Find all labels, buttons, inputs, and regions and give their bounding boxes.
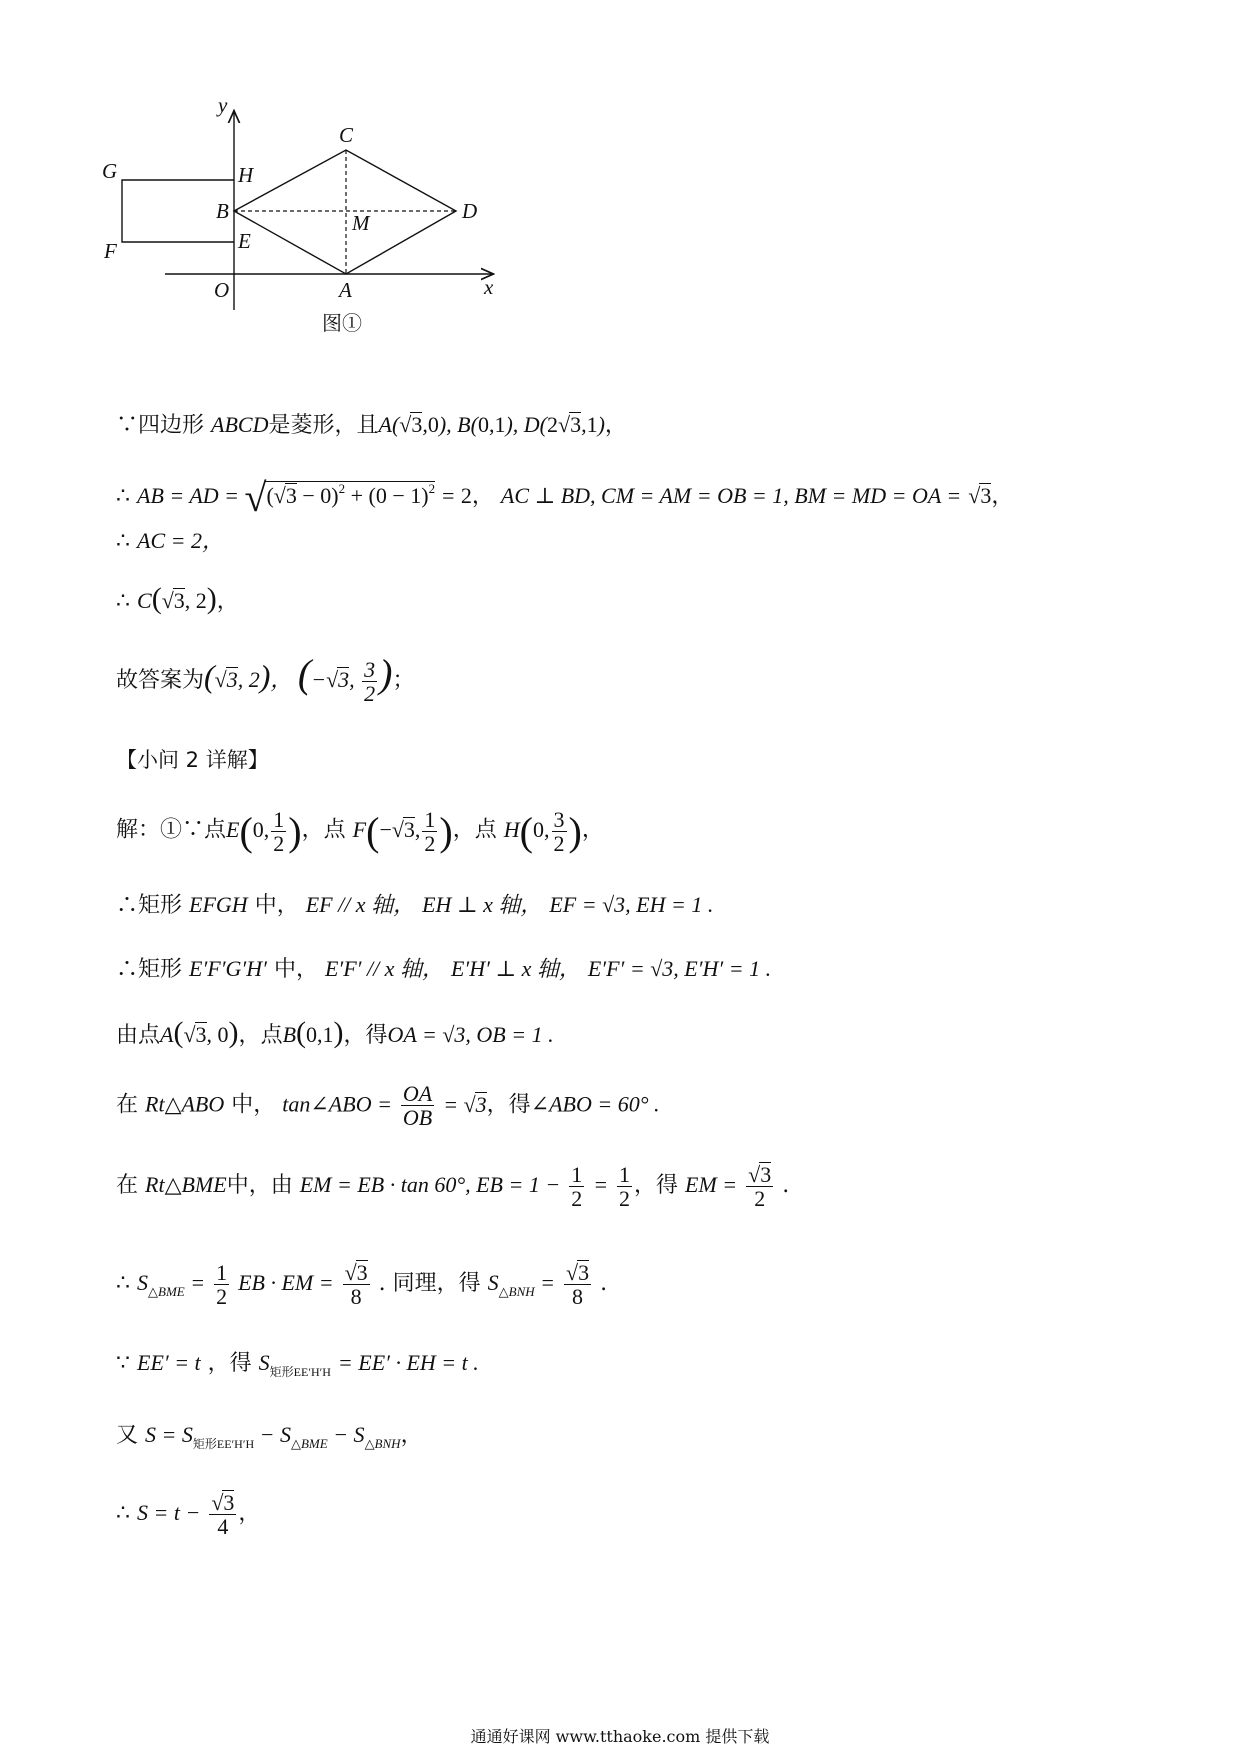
label-b: B bbox=[216, 199, 229, 223]
line-rhombus-given: ∵四边形 ABCD是菱形，且A(√3,0), B(0,1), D(2√3,1)， bbox=[116, 412, 627, 438]
expr-em-eb: EM = EB · tan 60°, EB = 1 − bbox=[299, 1172, 561, 1198]
figure-caption: 图① bbox=[322, 313, 362, 335]
line-ac bbox=[116, 530, 224, 553]
text-rt-bme: Rt△BME bbox=[145, 1172, 227, 1198]
text-abcd: ABCD bbox=[211, 412, 269, 437]
answer-values: (√3, 2)， (−√3, $\frac{3}{2}$ ) bbox=[204, 651, 393, 707]
expr-angle-abo: ∠ABO = 60° . bbox=[530, 1091, 660, 1117]
expr-ef-prime-parallel: E′F′ // x 轴， bbox=[324, 956, 444, 981]
expr-rect-area: = EE′ · EH = t . bbox=[337, 1350, 479, 1375]
text-get: ，得 bbox=[486, 1092, 531, 1118]
text-quadrilateral: 四边形 bbox=[138, 413, 205, 438]
section-heading: 【小问 2 详解】 bbox=[116, 748, 269, 772]
therefore-symbol: ∴ bbox=[116, 589, 130, 614]
text-point: 点 bbox=[260, 1023, 283, 1048]
line-rect-efgh bbox=[116, 894, 713, 917]
solution-prefix: 解：①∵点 bbox=[116, 817, 227, 843]
line-oa-ob: 由点A(√3, 0)，点B(0,1)，得OA = √3, OB = 1 . bbox=[116, 1016, 554, 1049]
coords-c: C(√3, 2) bbox=[137, 582, 217, 615]
expr-eh-prime-perp: E′H′ ⊥ x 轴， bbox=[450, 956, 581, 981]
page-footer: 通通好课网 www.tthaoke.com 提供下载 bbox=[470, 1727, 770, 1746]
coords-b: B(0,1) bbox=[282, 1016, 344, 1049]
subscript-bme: △BME bbox=[148, 1284, 185, 1300]
fraction-sqrt3-8: $\frac{√3}{8}$ bbox=[566, 1260, 590, 1310]
fraction-half: $\frac{1}{2}$ bbox=[216, 1259, 228, 1309]
answer-prefix: 故答案为 bbox=[116, 668, 205, 693]
therefore-symbol: ∴ bbox=[116, 893, 139, 918]
therefore-symbol: ∴ bbox=[116, 1501, 130, 1527]
text-similarly: 同理，得 bbox=[392, 1271, 481, 1297]
subscript-bnh: △BNH bbox=[498, 1284, 535, 1300]
text-in: 在 bbox=[116, 1173, 139, 1199]
expr-tan-abo: tan∠ABO = bbox=[282, 1091, 392, 1117]
subscript-rect: 矩形EE′H′H bbox=[192, 1437, 255, 1451]
expr-eh-perp: EH ⊥ x 轴， bbox=[422, 892, 543, 917]
text-point: 点 bbox=[323, 817, 346, 843]
fraction-half: $\frac{1}{2}$ bbox=[571, 1161, 583, 1211]
rhombus-rectangle-diagram bbox=[102, 93, 570, 378]
therefore-symbol: ∴ bbox=[116, 1271, 130, 1297]
expr-s-result: S = t − bbox=[137, 1500, 201, 1526]
line-tan-abo: 在 Rt△ABO 中， tan∠ABO = $\frac{OA}{OB}$ = √3，得∠ABO = 60° . bbox=[116, 1081, 660, 1131]
text-efgh-prime: E′F′G′H′ bbox=[189, 956, 267, 981]
subscript-bme: △BME bbox=[290, 1436, 328, 1451]
fraction-sqrt3-4: $\frac{√3}{4}$ bbox=[211, 1490, 235, 1540]
label-m: M bbox=[352, 211, 370, 235]
expr-ee-t: EE′ = t bbox=[137, 1350, 201, 1375]
line-em: 在 Rt△BME中，由 EM = EB · tan 60°, EB = 1 − $\frac{1}{2}$ = $\frac{1}{2}$ ，得 EM = $\frac{√3}{2}$ . bbox=[116, 1161, 790, 1212]
because-symbol: ∵ bbox=[116, 1351, 130, 1376]
therefore-symbol: ∴ bbox=[116, 957, 139, 982]
coords-e: E(0, $\frac{1}{2}$ ) bbox=[226, 807, 302, 857]
line-c-coords: ∴ C(√3, 2)， bbox=[116, 582, 239, 615]
line-area-bme: ∴ $S_{\triangle BME}$ = $\frac{1}{2}$ EB · EM = $\frac{√3}{8}$ . 同理，得 $S_{\triangle BNH}$ = $\frac{√3}{8}$ . bbox=[116, 1259, 608, 1310]
coords-f: F(−√3, $\frac{1}{2}$ ) bbox=[352, 807, 453, 857]
expr-ef-eh: EF = √3, EH = 1 . bbox=[549, 892, 714, 917]
therefore-symbol: ∴ bbox=[116, 529, 130, 554]
label-f: F bbox=[104, 239, 117, 263]
rhombus-abcd bbox=[234, 150, 456, 274]
fraction-sqrt3-2: $\frac{√3}{2}$ bbox=[748, 1162, 772, 1212]
line-s-def: 又 $S = S_{矩形EE'H'H} - S_{\triangle BME} - S_{\triangle BNH}$， bbox=[116, 1422, 423, 1451]
label-a: A bbox=[339, 278, 352, 302]
label-d: D bbox=[462, 199, 478, 223]
text-middle: 中， bbox=[231, 1092, 276, 1118]
therefore-symbol: ∴ bbox=[116, 484, 130, 510]
text-rt-abo: Rt△ABO bbox=[145, 1091, 225, 1117]
coords-abd: A(√3,0), B(0,1), D(2√3,1) bbox=[378, 412, 605, 437]
text-get: ，得 bbox=[343, 1023, 388, 1048]
label-g: G bbox=[102, 159, 118, 183]
text-also: 又 bbox=[116, 1423, 139, 1448]
expr-ef-eh-prime: E′F′ = √3, E′H′ = 1 . bbox=[587, 956, 772, 981]
text-from: 中，由 bbox=[226, 1173, 293, 1199]
text-by-point: 由点 bbox=[116, 1023, 161, 1048]
expr-ac: AC = 2， bbox=[137, 528, 224, 553]
subscript-bnh: △BNH bbox=[364, 1436, 401, 1451]
line-rect-efgh-prime bbox=[116, 958, 771, 981]
text-in: 中， bbox=[273, 957, 318, 982]
text-rectangle: 矩形 bbox=[138, 893, 183, 918]
subscript-rect: 矩形EE′H′H bbox=[269, 1365, 331, 1379]
text-in: 中， bbox=[254, 893, 299, 918]
because-symbol: ∵ bbox=[116, 413, 139, 438]
coords-h: H(0, $\frac{3}{2}$ ) bbox=[503, 807, 582, 857]
line-rect-area: ∵ EE′ = t ，得 $S_{矩形EE'H'H} = EE'$ · EH = t . bbox=[116, 1350, 479, 1379]
expr-perp-lengths: AC ⊥ BD, CM = AM = OB = 1, BM = MD = OA = bbox=[500, 483, 962, 509]
label-y: y bbox=[218, 93, 228, 117]
text-is-rhombus: 是菱形，且 bbox=[268, 413, 379, 438]
line-points-efh: 解：①∵点E(0, $\frac{1}{2}$ )，点 F(−√3, $\frac{1}{2}$ )，点 H(0, $\frac{3}{2}$ )， bbox=[116, 807, 604, 857]
line-ab-ad: ∴ AB = AD = $√(√3 - 0)^2 + (0 - 1)^2 = 2$， AC ⊥ BD, CM = AM = OB = 1, BM = MD = OA = √3， bbox=[116, 475, 1014, 520]
text-in: 在 bbox=[116, 1092, 139, 1118]
expr-oa-ob: OA = √3, OB = 1 . bbox=[387, 1022, 554, 1047]
coords-a: A(√3, 0) bbox=[160, 1016, 239, 1049]
figure-diagram bbox=[102, 93, 570, 378]
expr-ef-parallel: EF // x 轴， bbox=[305, 892, 416, 917]
line-answer: 故答案为(√3, 2)， (−√3, $\frac{3}{2}$ )； bbox=[116, 651, 415, 707]
text-get: ，得 bbox=[207, 1351, 252, 1376]
fraction-sqrt3-8: $\frac{√3}{8}$ bbox=[344, 1260, 368, 1310]
text-efgh: EFGH bbox=[189, 892, 248, 917]
label-o: O bbox=[214, 278, 230, 302]
expr-ab-ad: AB = AD = $√(√3 - 0)^2 + (0 - 1)^2 = 2$ bbox=[137, 475, 472, 520]
label-e: E bbox=[238, 229, 251, 253]
text-rectangle: 矩形 bbox=[138, 957, 183, 982]
label-h: H bbox=[238, 163, 254, 187]
text-point: 点 bbox=[474, 817, 497, 843]
label-x: x bbox=[484, 275, 494, 299]
label-c: C bbox=[339, 123, 354, 147]
fraction-half: $\frac{1}{2}$ bbox=[619, 1161, 631, 1211]
line-s-result: ∴ S = t − $\frac{√3}{4}$ ， bbox=[116, 1490, 261, 1540]
fraction-oa-ob: $\frac{OA}{OB}$ bbox=[402, 1081, 433, 1131]
